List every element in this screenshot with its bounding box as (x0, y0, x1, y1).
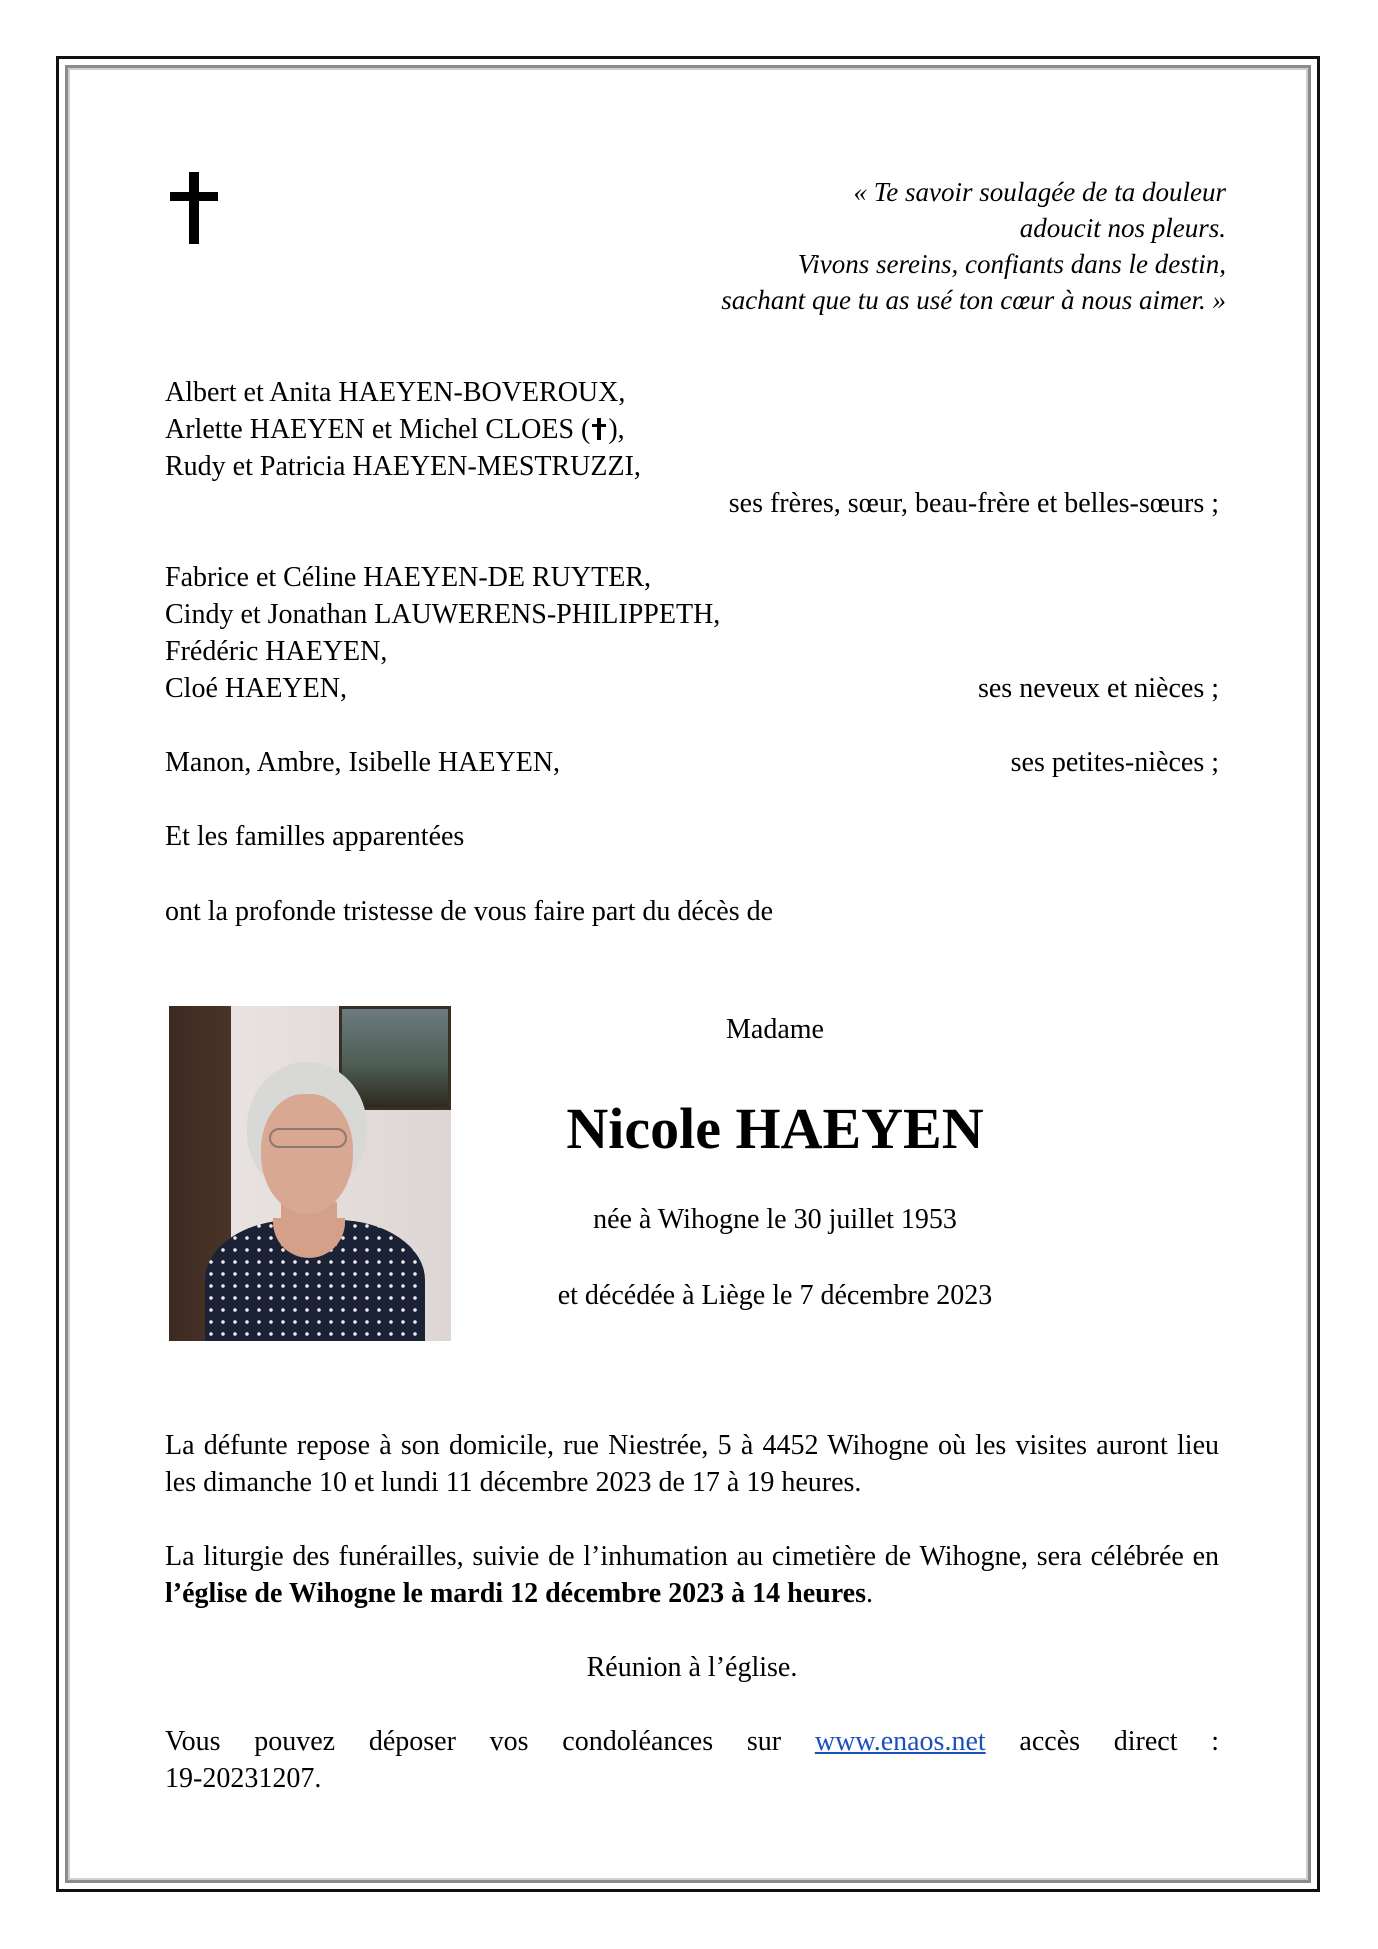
birth-line: née à Wihogne le 30 juillet 1953 (593, 1204, 957, 1235)
quote-line: adoucit nos pleurs. (1019, 213, 1226, 243)
nephew-line (165, 670, 1219, 707)
announcement-line: ont la profonde tristesse de vous faire part du décès de (165, 896, 774, 927)
deceased-name: Nicole HAEYEN (566, 1096, 984, 1161)
families-line: Et les familles apparentées (165, 821, 465, 852)
nephew-line: Fabrice et Céline HAEYEN-DE RUYTER, (165, 562, 651, 593)
page-border (56, 56, 1320, 1892)
nephew-name: Cloé HAEYEN, (165, 673, 347, 704)
direct-access-code: 19-20231207. (165, 1763, 322, 1794)
siblings-relation: ses frères, sœur, beau-frère et belles-sœurs ; (728, 488, 1219, 519)
grandnieces-line (165, 744, 1219, 781)
quote-line: Vivons sereins, confiants dans le destin, (797, 249, 1226, 279)
nephew-line: Frédéric HAEYEN, (165, 636, 388, 667)
reunion-line: Réunion à l’église. (586, 1652, 798, 1683)
deceased-cross-icon (592, 418, 606, 440)
condolences-link[interactable]: www.enaos.net (814, 1726, 986, 1757)
nephews-block (165, 559, 1219, 707)
liturgy-details: l’église de Wihogne le mardi 12 décembre 2023 à 14 heures (165, 1578, 866, 1609)
liturgy-text: La liturgie des funérailles, suivie de l’inhumation au cimetière de Wihogne, sera célébrée en (165, 1541, 1219, 1572)
sibling-suffix: ), (608, 414, 625, 445)
sibling-line: Albert et Anita HAEYEN-BOVEROUX, (165, 377, 626, 408)
condolences-paragraph (165, 1723, 1219, 1797)
cross-icon (170, 172, 218, 244)
sibling-line (165, 411, 1219, 448)
grandnieces-names: Manon, Ambre, Isibelle HAEYEN, (165, 747, 561, 778)
liturgy-paragraph: La liturgie des funérailles, suivie de l’inhumation au cimetière de Wihogne, sera célébrée en l’église de Wihogne le mardi 12 décembre 2023 à 14 heures. (165, 1541, 1219, 1609)
deceased-title: Madame (726, 1014, 824, 1045)
grandnieces-block (165, 744, 1219, 781)
quote-line: « Te savoir soulagée de ta douleur (853, 177, 1226, 207)
death-line: et décédée à Liège le 7 décembre 2023 (557, 1280, 993, 1311)
direct-access-label: accès direct : (1019, 1726, 1220, 1757)
nephew-line: Cindy et Jonathan LAUWERENS-PHILIPPETH, (165, 599, 721, 630)
visitation-paragraph: La défunte repose à son domicile, rue Niestrée, 5 à 4452 Wihogne où les visites auront lieu les dimanche 10 et lundi 11 décembre 2023 de 17 à 19 heures. (165, 1430, 1219, 1498)
quote-line: sachant que tu as usé ton cœur à nous aimer. » (721, 285, 1226, 315)
condolences-text: Vous pouvez déposer vos condoléances sur (165, 1726, 782, 1757)
sibling-name: Arlette HAEYEN et Michel CLOES ( (165, 414, 591, 445)
memorial-quote (721, 174, 1226, 318)
deceased-photo (169, 1006, 451, 1341)
sibling-line: Rudy et Patricia HAEYEN-MESTRUZZI, (165, 451, 641, 482)
nephews-relation: ses neveux et nièces ; (977, 673, 1219, 704)
siblings-block (165, 374, 1219, 522)
grandnieces-relation: ses petites-nièces ; (1010, 747, 1219, 778)
